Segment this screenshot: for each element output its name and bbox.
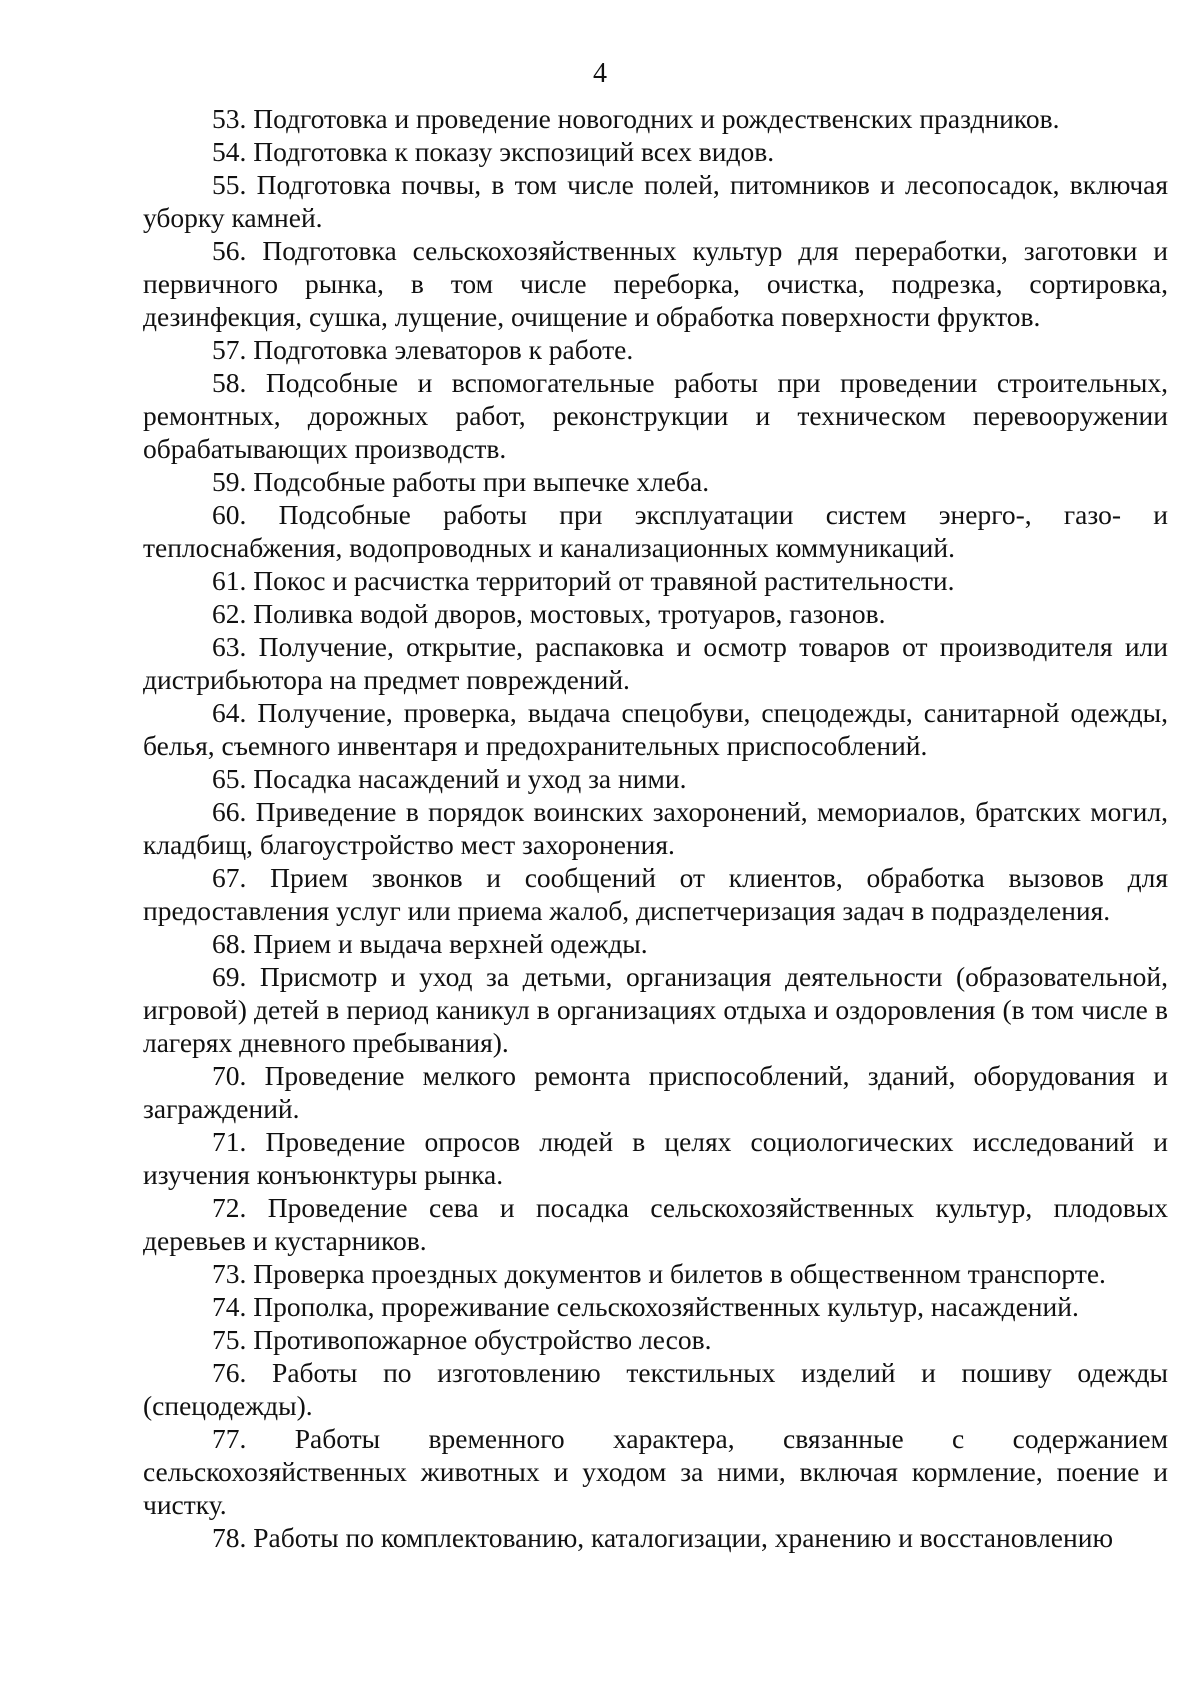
list-item: 76. Работы по изготовлению текстильных изделий и пошиву одежды (спецодежды).: [143, 1357, 1168, 1421]
list-item: 74. Прополка, прореживание сельскохозяйственных культур, насаждений.: [212, 1291, 1079, 1322]
list-item: 59. Подсобные работы при выпечке хлеба.: [212, 466, 710, 497]
list-item: 65. Посадка насаждений и уход за ними.: [212, 763, 687, 794]
document-body: [143, 102, 1168, 1554]
list-item: 54. Подготовка к показу экспозиций всех видов.: [212, 136, 775, 167]
list-item: 69. Присмотр и уход за детьми, организация деятельности (образовательной, игровой) детей в период каникул в организациях отдыха и оздоровления (в том числе в лагерях дневного пребывания).: [143, 961, 1168, 1058]
list-item: 71. Проведение опросов людей в целях социологических исследований и изучения конъюнктуры рынка.: [143, 1126, 1168, 1190]
list-item: 68. Прием и выдача верхней одежды.: [212, 928, 648, 959]
list-item: 53. Подготовка и проведение новогодних и рождественских праздников.: [212, 103, 1060, 134]
list-item: 73. Проверка проездных документов и билетов в общественном транспорте.: [212, 1258, 1106, 1289]
list-item: 64. Получение, проверка, выдача спецобуви, спецодежды, санитарной одежды, белья, съемного инвентаря и предохранительных приспособлений.: [143, 697, 1168, 761]
list-item: 62. Поливка водой дворов, мостовых, тротуаров, газонов.: [212, 598, 886, 629]
list-item: 70. Проведение мелкого ремонта приспособлений, зданий, оборудования и заграждений.: [143, 1060, 1168, 1124]
list-item: 66. Приведение в порядок воинских захоронений, мемориалов, братских могил, кладбищ, благоустройство мест захоронения.: [143, 796, 1168, 860]
list-item: 57. Подготовка элеваторов к работе.: [212, 334, 634, 365]
list-item: 75. Противопожарное обустройство лесов.: [212, 1324, 712, 1355]
list-item: 63. Получение, открытие, распаковка и осмотр товаров от производителя или дистрибьютора на предмет повреждений.: [143, 631, 1168, 695]
page-number: 4: [593, 58, 607, 89]
list-item: 61. Покос и расчистка территорий от травяной растительности.: [212, 565, 955, 596]
list-item: 72. Проведение сева и посадка сельскохозяйственных культур, плодовых деревьев и кустарников.: [143, 1192, 1168, 1256]
list-item: 55. Подготовка почвы, в том числе полей, питомников и лесопосадок, включая уборку камней.: [143, 169, 1168, 233]
list-item: 60. Подсобные работы при эксплуатации систем энерго-, газо- и теплоснабжения, водопроводных и канализационных коммуникаций.: [143, 499, 1168, 563]
list-item: 77. Работы временного характера, связанные с содержанием сельскохозяйственных животных и уходом за ними, включая кормление, поение и чистку.: [143, 1423, 1168, 1520]
list-item: 56. Подготовка сельскохозяйственных культур для переработки, заготовки и первичного рынка, в том числе переборка, очистка, подрезка, сортировка, дезинфекция, сушка, лущение, очищение и обработка поверхности фруктов.: [143, 235, 1168, 332]
list-item: 58. Подсобные и вспомогательные работы при проведении строительных, ремонтных, дорожных работ, реконструкции и техническом перевооружении обрабатывающих производств.: [143, 367, 1168, 464]
list-item: 78. Работы по комплектованию, каталогизации, хранению и восстановлению: [212, 1522, 1113, 1553]
list-item: 67. Прием звонков и сообщений от клиентов, обработка вызовов для предоставления услуг или приема жалоб, диспетчеризация задач в подразделения.: [143, 862, 1168, 926]
